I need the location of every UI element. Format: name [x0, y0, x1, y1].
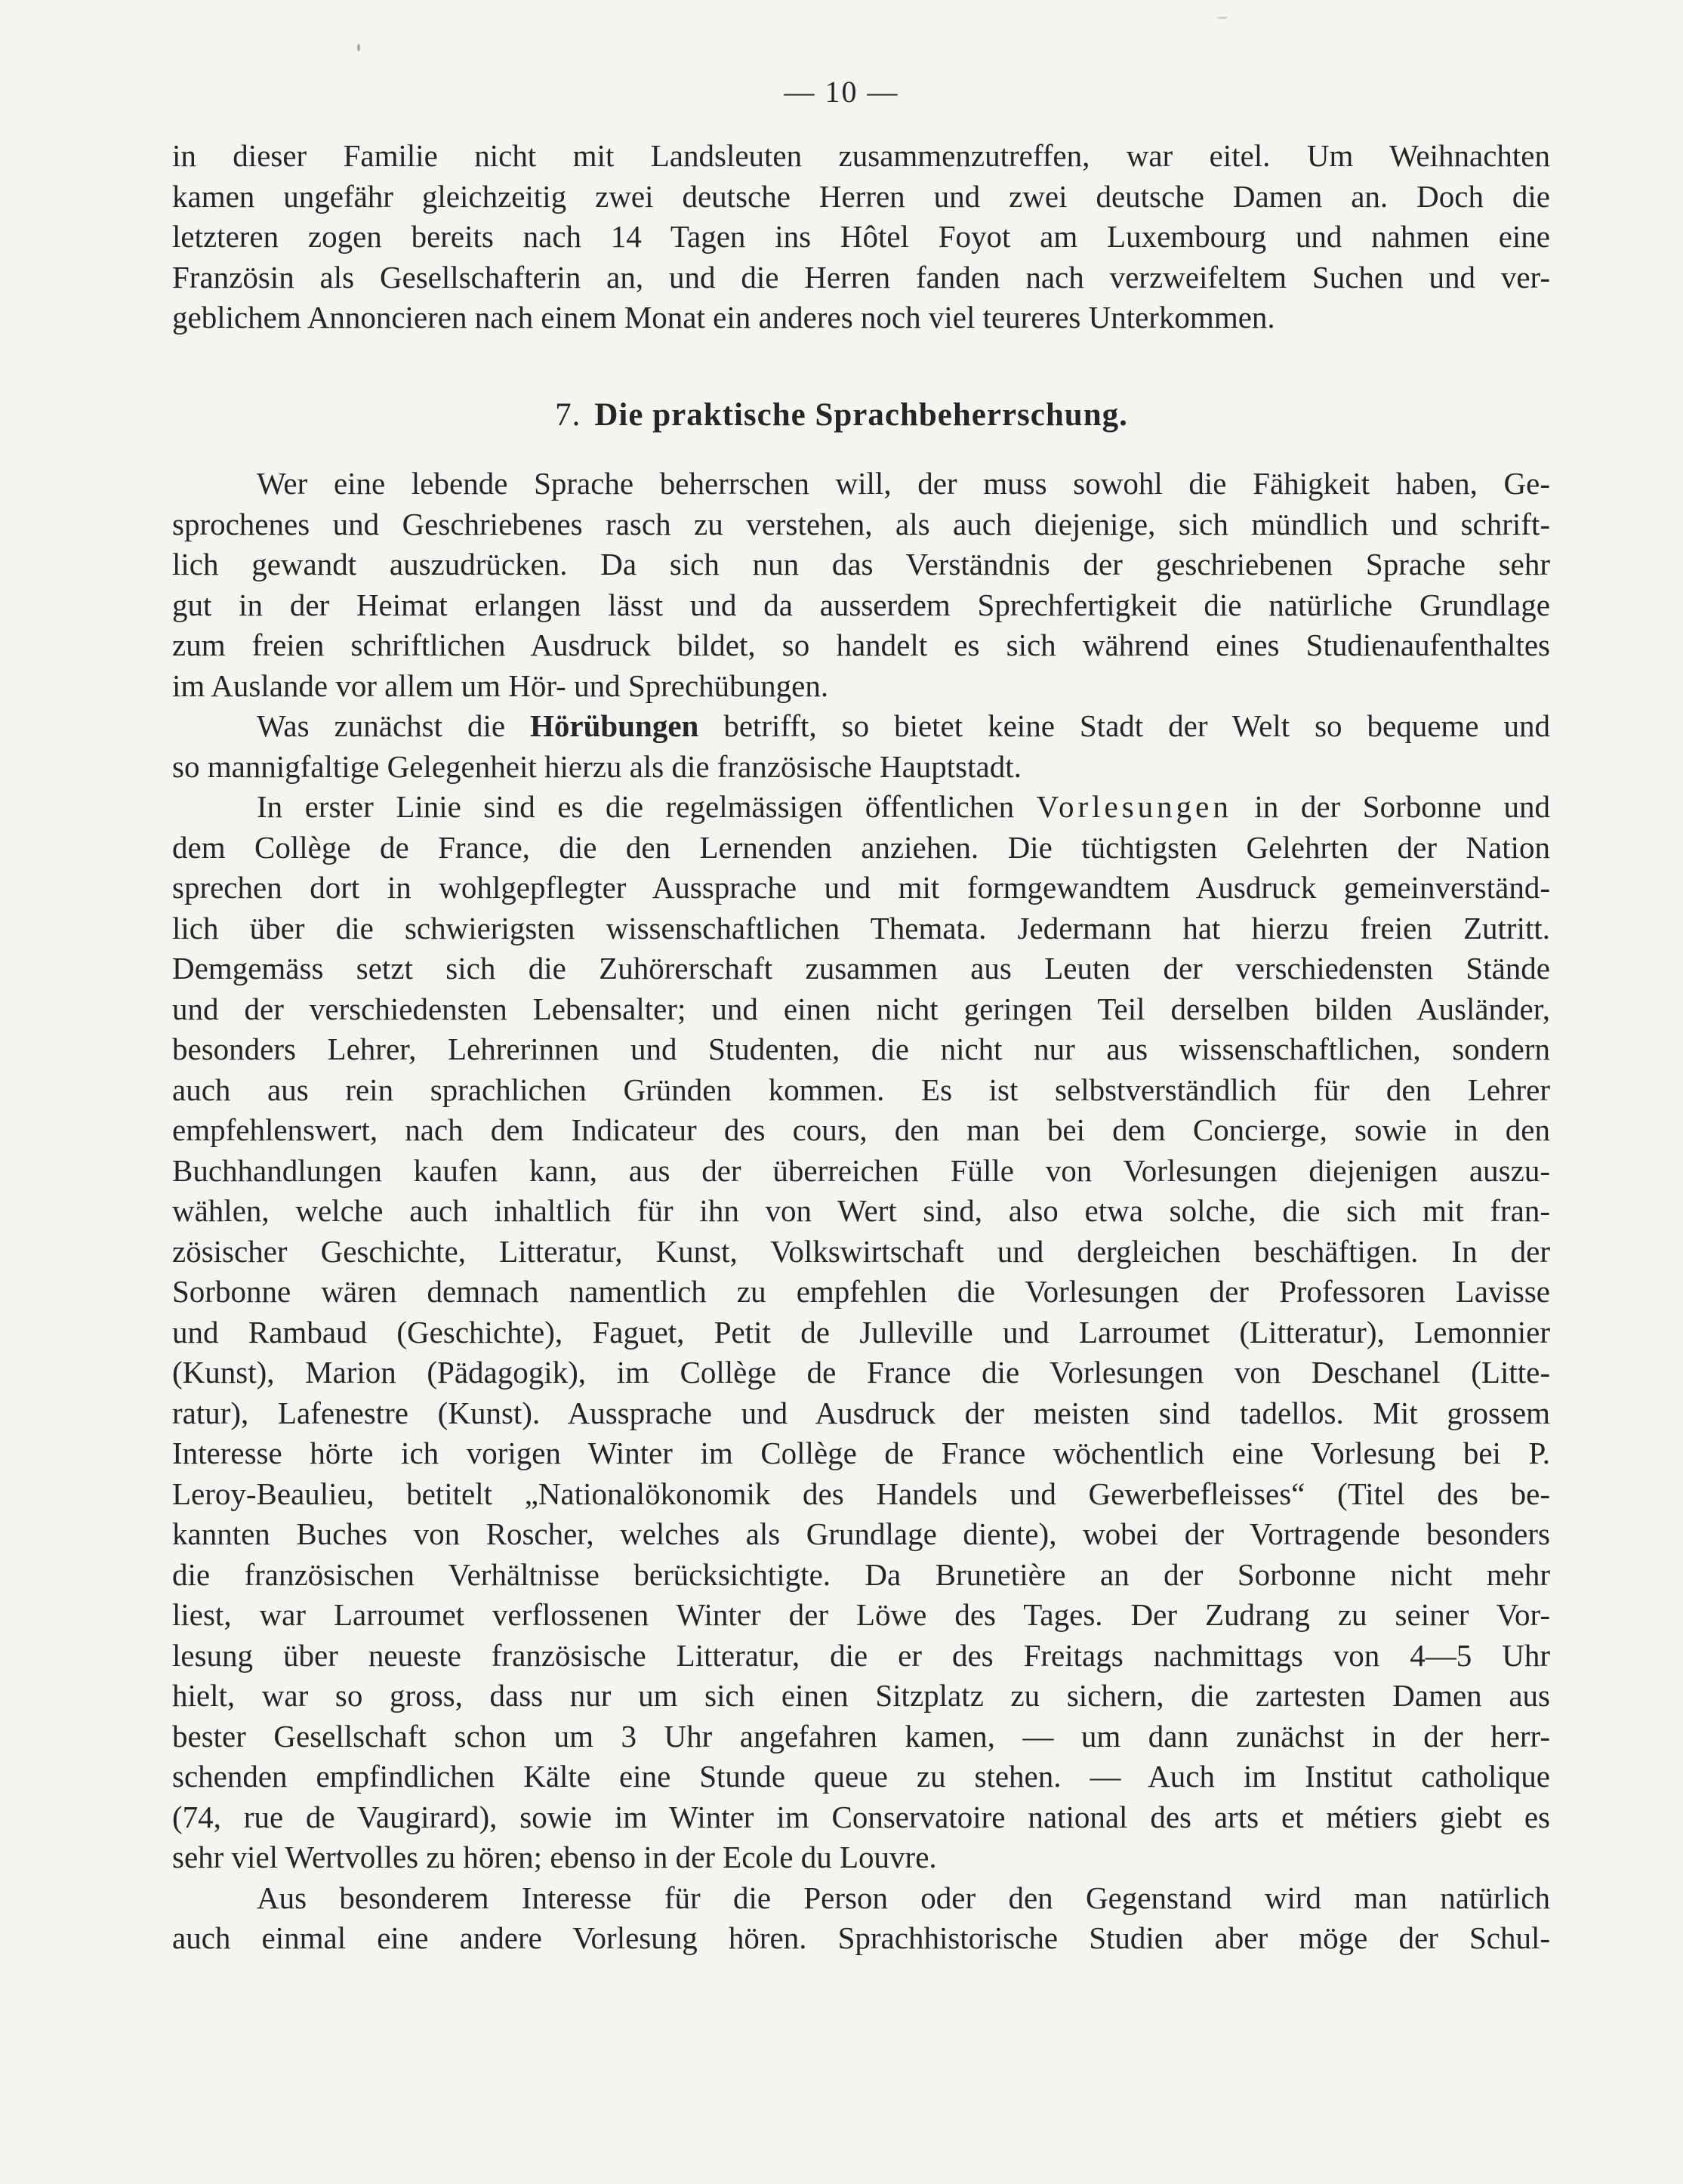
- scan-speck: [357, 44, 360, 51]
- scan-speck: [1217, 17, 1228, 19]
- text-line: in dieser Familie nicht mit Landsleuten zusammenzutreffen, war eitel. Um Weihnachten: [172, 138, 1550, 173]
- text-line: gut in der Heimat erlangen lässt und da ausserdem Sprechfertigkeit die natürliche Grundlage: [172, 587, 1550, 622]
- text-line: kamen ungefähr gleichzeitig zwei deutsche Herren und zwei deutsche Damen an. Doch die: [172, 178, 1550, 214]
- text-line: lesung über neueste französische Litteratur, die er des Freitags nachmittags von 4—5 Uhr: [172, 1637, 1550, 1673]
- text-line: geblichem Annoncieren nach einem Monat ein anderes noch viel teureres Unterkommen.: [172, 300, 1275, 335]
- text-line: Französin als Gesellschafterin an, und die Herren fanden nach verzweifeltem Suchen und ver-: [172, 259, 1550, 295]
- text-line: wählen, welche auch inhaltlich für ihn von Wert sind, also etwa solche, die sich mit fran-: [172, 1193, 1550, 1228]
- text-line: bester Gesellschaft schon um 3 Uhr angefahren kamen, — um dann zunächst in der herr-: [172, 1718, 1550, 1754]
- text-line: [172, 706, 1550, 747]
- text-line: dem Collège de France, die den Lernenden anziehen. Die tüchtigsten Gelehrten der Nation: [172, 829, 1550, 865]
- emphasis-hoerubungen: Hörübungen: [530, 708, 699, 743]
- text-line: zösischer Geschichte, Litteratur, Kunst, Volkswirtschaft und dergleichen beschäftigen. In der: [172, 1233, 1550, 1269]
- text-line: Sorbonne wären demnach namentlich zu empfehlen die Vorlesungen der Professoren Lavisse: [172, 1274, 1550, 1309]
- text-line: besonders Lehrer, Lehrerinnen und Studenten, die nicht nur aus wissenschaftlichen, sondern: [172, 1032, 1550, 1066]
- text-run: In erster Linie sind es die regelmässigen öffentlichen: [257, 789, 1037, 824]
- text-line: kannten Buches von Roscher, welches als Grundlage diente), wobei der Vortragende besonders: [172, 1516, 1550, 1551]
- continuation-paragraph: [172, 136, 1550, 338]
- text-line: im Auslande vor allem um Hör- und Sprechübungen.: [172, 668, 829, 703]
- text-line: ratur), Lafenestre (Kunst). Aussprache und Ausdruck der meisten sind tadellos. Mit grossem: [172, 1395, 1550, 1430]
- text-line: letzteren zogen bereits nach 14 Tagen ins Hôtel Foyot am Luxembourg und nahmen eine: [172, 219, 1550, 254]
- text-line: sprochenes und Geschriebenes rasch zu verstehen, als auch diejenige, sich mündlich und schrift-: [172, 506, 1550, 541]
- text-line: Interesse hörte ich vorigen Winter im Collège de France wöchentlich eine Vorlesung bei P.: [172, 1436, 1550, 1470]
- text-line: sprechen dort in wohlgepflegter Aussprache und mit formgewandtem Ausdruck gemeinverständ-: [172, 870, 1550, 905]
- section-number: 7.: [555, 397, 581, 433]
- text-line: Demgemäss setzt sich die Zuhörerschaft zusammen aus Leuten der verschiedensten Stände: [172, 951, 1550, 986]
- section-title: Die praktische Sprachbeherrschung.: [594, 397, 1128, 433]
- text-line: und Rambaud (Geschichte), Faguet, Petit de Julleville und Larroumet (Litteratur), Lemonnier: [172, 1314, 1550, 1350]
- text-line: [172, 787, 1550, 828]
- text-line: empfehlenswert, nach dem Indicateur des cours, den man bei dem Concierge, sowie in den: [172, 1112, 1550, 1147]
- text-line: lich über die schwierigsten wissenschaftlichen Themata. Jedermann hat hierzu freien Zutritt.: [172, 910, 1550, 945]
- text-line: liest, war Larroumet verflossenen Winter der Löwe des Tages. Der Zudrang zu seiner Vor-: [172, 1597, 1550, 1632]
- emphasis-vorlesungen: Vorlesungen: [1036, 789, 1232, 824]
- text-line: lich gewandt auszudrücken. Da sich nun das Verständnis der geschriebenen Sprache sehr: [172, 547, 1550, 581]
- text-line: hielt, war so gross, dass nur um sich einen Sitzplatz zu sichern, die zartesten Damen aus: [172, 1678, 1550, 1713]
- text-line: (74, rue de Vaugirard), sowie im Winter im Conservatoire national des arts et métiers giebt es: [172, 1799, 1550, 1834]
- text-line: Aus besonderem Interesse für die Person oder den Gegenstand wird man natürlich: [257, 1880, 1550, 1915]
- text-line: auch aus rein sprachlichen Gründen kommen. Es ist selbstverständlich für den Lehrer: [172, 1072, 1550, 1107]
- page-number: — 10 —: [784, 75, 899, 109]
- text-line: schenden empfindlichen Kälte eine Stunde queue zu stehen. — Auch im Institut catholique: [172, 1759, 1550, 1794]
- text-line: Wer eine lebende Sprache beherrschen will, der muss sowohl die Fähigkeit haben, Ge-: [257, 466, 1550, 501]
- text-line: und der verschiedensten Lebensalter; und einen nicht geringen Teil derselben bilden Ausländer,: [172, 991, 1550, 1026]
- text-line: so mannigfaltige Gelegenheit hierzu als die französische Hauptstadt.: [172, 748, 1022, 784]
- text-line: Buchhandlungen kaufen kann, aus der überreichen Fülle von Vorlesungen diejenigen auszu-: [172, 1152, 1550, 1188]
- text-run: betrifft, so bietet keine Stadt der Welt so bequeme und: [698, 708, 1550, 743]
- text-run: Was zunächst die: [257, 708, 531, 743]
- section-body: [172, 464, 1550, 1959]
- text-line: sehr viel Wertvolles zu hören; ebenso in der Ecole du Louvre.: [172, 1840, 937, 1874]
- text-line: (Kunst), Marion (Pädagogik), im Collège de France die Vorlesungen von Deschanel (Litte-: [172, 1355, 1550, 1390]
- text-line: die französischen Verhältnisse berücksichtigte. Da Brunetière an der Sorbonne nicht mehr: [172, 1556, 1550, 1592]
- text-line: zum freien schriftlichen Ausdruck bildet, so handelt es sich während eines Studienaufenthaltes: [172, 628, 1550, 662]
- section-heading: [0, 396, 1683, 433]
- text-line: Leroy-Beaulieu, betitelt „Nationalökonomik des Handels und Gewerbefleisses“ (Titel des be-: [172, 1476, 1550, 1511]
- text-line: auch einmal eine andere Vorlesung hören. Sprachhistorische Studien aber möge der Schul-: [172, 1920, 1550, 1955]
- text-run: in der Sorbonne und: [1231, 789, 1550, 824]
